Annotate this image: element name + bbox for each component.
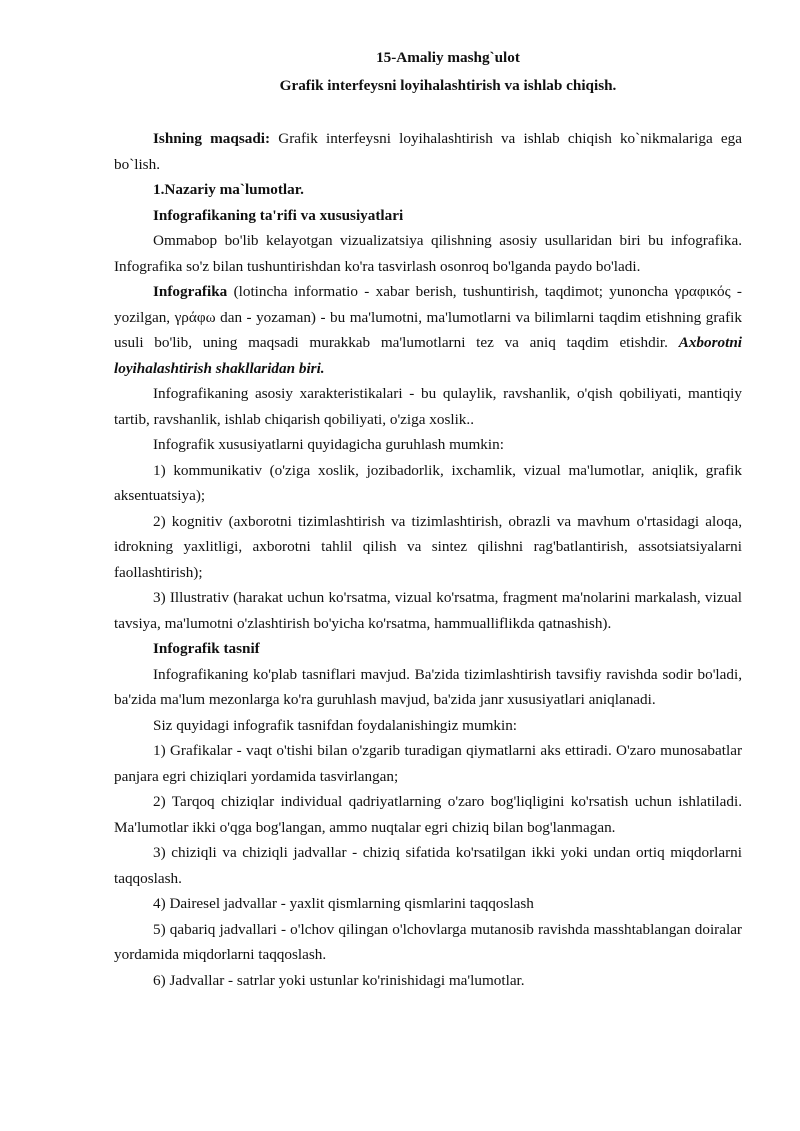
list-item: 6) Jadvallar - satrlar yoki ustunlar ko'rinishidagi ma'lumotlar.	[153, 971, 525, 989]
list-item: 3) Illustrativ (harakat uchun ko'rsatma, vizual ko'rsatma, fragment ma'nolarini markalash, vizual tavsiya, ma'lumotni o'zlashtirish bo'yicha ko'rsatma, hammualliflikda qatnashish).	[114, 589, 742, 632]
list-item: 1) kommunikativ (o'ziga xoslik, jozibadorlik, ixchamlik, vizual ma'lumotlar, aniqlik, grafik aksentuatsiya);	[114, 461, 742, 504]
list-item: 3) chiziqli va chiziqli jadvallar - chiziq sifatida ko'rsatilgan ikki yoki undan ortiq miqdorlarni taqqoslash.	[114, 844, 742, 887]
paragraph: Infografik xususiyatlarni quyidagicha guruhlash mumkin:	[153, 436, 504, 453]
list-item: 2) Tarqoq chiziqlar individual qadriyatlarning o'zaro bog'liqligini ko'rsatish uchun ishlatiladi. Ma'lumotlar ikki o'qga bog'langan, ammo nuqtalar egri chiziq bilan bog'lanmagan.	[114, 793, 742, 836]
document-body	[114, 126, 742, 993]
term-infografika: Infografika	[153, 283, 228, 300]
paragraph: Ommabop bo'lib kelayotgan vizualizatsiya qilishning asosiy usullaridan biri bu infografika. Infografika so'z bilan tushuntirishdan ko'ra tasvirlash osonroq bo'lganda paydo bo'ladi.	[114, 232, 742, 275]
list-item: 2) kognitiv (axborotni tizimlashtirish va tizimlashtirish, obrazli va mavhum o'rtasidagi aloqa, idrokning yaxlitligi, axborotni tahlil qilish va sintez qilishni rag'batlantirish, assotsiatsiyalarni faollashtirish);	[114, 512, 742, 581]
paragraph: Infografikaning asosiy xarakteristikalari - bu qulaylik, ravshanlik, o'qish qobiliyati, mantiqiy tartib, ravshanlik, ishlab chiqarish qobiliyati, o'ziga xoslik..	[114, 385, 742, 428]
goal-paragraph	[114, 126, 742, 177]
page-subtitle: Grafik interfeysni loyihalashtirish va ishlab chiqish.	[279, 77, 617, 94]
paragraph-definition	[114, 279, 742, 381]
emphasis-text: Axborotni loyihalashtirish shakllaridan biri.	[114, 334, 742, 377]
definition-text: (lotincha informatio - xabar berish, tushuntirish, taqdimot; yunoncha γραφικός - yozilgan, γράφω dan - yozaman) - bu ma'lumotni, ma'lumotlarni va bilimlarni taqdim etishning grafik usuli bo'lib, uning maqsadi murakkab ma'lumotlarni tez va aniq taqdim etishdir.	[114, 283, 742, 351]
paragraph: Siz quyidagi infografik tasnifdan foydalanishingiz mumkin:	[153, 716, 518, 734]
page-title: 15-Amaliy mashg`ulot	[376, 49, 520, 66]
list-item: 4) Dairesel jadvallar - yaxlit qismlarning qismlarini taqqoslash	[153, 895, 534, 912]
paragraph: Infografikaning ko'plab tasniflari mavjud. Ba'zida tizimlashtirish tavsifiy ravishda sodir bo'ladi, ba'zida ma'lum mezonlarga ko'ra guruhlash mavjud, ba'zida janr xususiyatlari aniqlanadi.	[114, 665, 742, 708]
goal-label: Ishning maqsadi:	[153, 130, 271, 147]
section-heading: 1.Nazariy ma`lumotlar.	[153, 181, 304, 198]
subheading-classification: Infografik tasnif	[153, 640, 260, 657]
subheading-definition: Infografikaning ta'rifi va xususiyatlari	[153, 206, 404, 224]
goal-text: Grafik interfeysni loyihalashtirish va ishlab chiqish ko`nikmalariga ega bo`lish.	[114, 130, 742, 173]
list-item: 1) Grafikalar - vaqt o'tishi bilan o'zgarib turadigan qiymatlarni aks ettiradi. O'zaro munosabatlar panjara egri chiziqlari yordamida tasvirlangan;	[114, 742, 742, 785]
list-item: 5) qabariq jadvallari - o'lchov qilingan o'lchovlarga mutanosib ravishda masshtablangan doiralar yordamida miqdorlarni taqqoslash.	[114, 920, 742, 963]
